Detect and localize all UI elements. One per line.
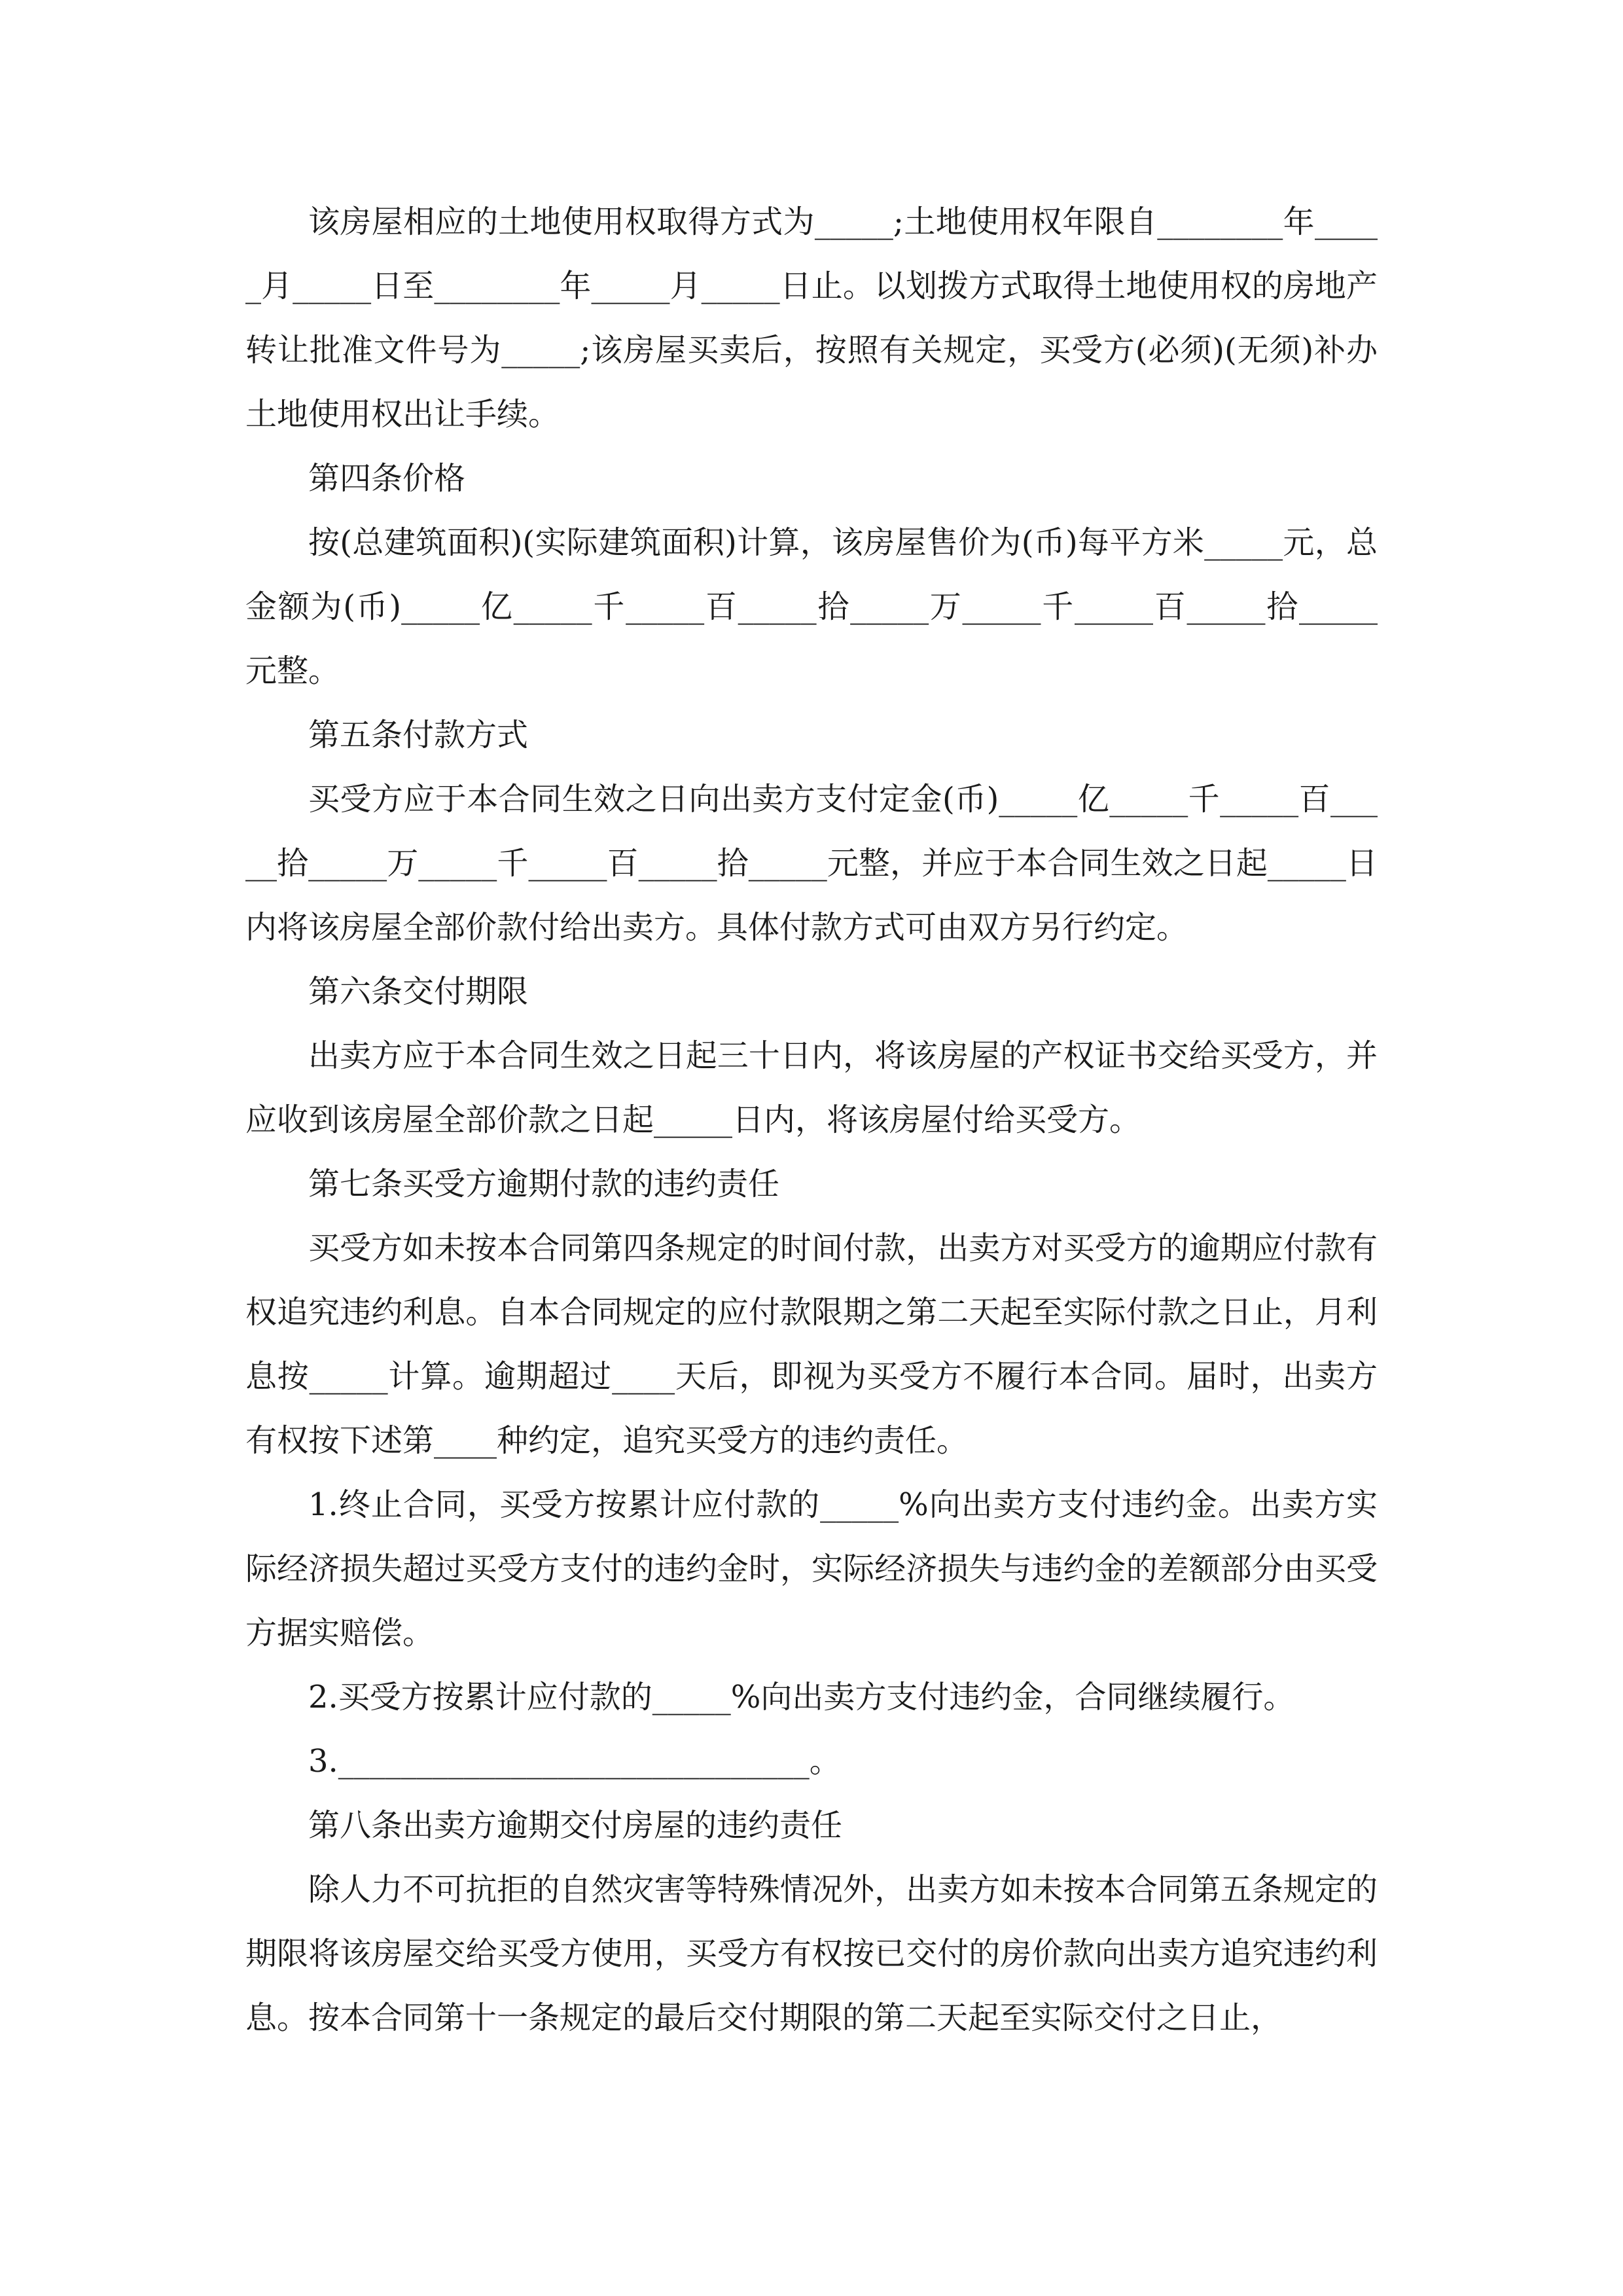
- paragraph-price: 按(总建筑面积)(实际建筑面积)计算，该房屋售价为(币)每平方米_____元，总金额为(币)_____亿_____千_____百_____拾_____万_____千_____百_____拾_____元整。: [245, 524, 1378, 689]
- article-6-heading: 第六条交付期限: [308, 973, 529, 1010]
- clause-7-2: 2.买受方按累计应付款的_____%向出卖方支付违约金，合同继续履行。: [308, 1679, 1295, 1715]
- article-7-heading: 第七条买受方逾期付款的违约责任: [308, 1166, 780, 1202]
- paragraph-land-use-rights: 该房屋相应的土地使用权取得方式为_____;土地使用权年限自________年_____月_____日至________年_____月_____日止。以划拨方式取得土地使用权的房地产转让批准文件号为_____;该房屋买卖后，按照有关规定，买受方(必须)(无须)补办土地使用权出让手续。: [245, 204, 1378, 433]
- article-5-heading: 第五条付款方式: [308, 717, 529, 753]
- paragraph-payment-method: 买受方应于本合同生效之日向出卖方支付定金(币)_____亿_____千_____百_____拾_____万_____千_____百_____拾_____元整，并应于本合同生效之日起_____日内将该房屋全部价款付给出卖方。具体付款方式可由双方另行约定。: [245, 781, 1378, 946]
- document-body: [245, 190, 1378, 2050]
- article-4-heading: 第四条价格: [308, 460, 466, 497]
- paragraph-buyer-late-payment: 买受方如未按本合同第四条规定的时间付款，出卖方对买受方的逾期应付款有权追究违约利息。自本合同规定的应付款限期之第二天起至实际付款之日止，月利息按_____计算。逾期超过____天后，即视为买受方不履行本合同。届时，出卖方有权按下述第____种约定，追究买受方的违约责任。: [245, 1230, 1378, 1459]
- clause-7-1: 1.终止合同，买受方按累计应付款的_____%向出卖方支付违约金。出卖方实际经济损失超过买受方支付的违约金时，实际经济损失与违约金的差额部分由买受方据实赔偿。: [245, 1486, 1378, 1651]
- paragraph-delivery-deadline: 出卖方应于本合同生效之日起三十日内，将该房屋的产权证书交给买受方，并应收到该房屋全部价款之日起_____日内，将该房屋付给买受方。: [245, 1037, 1378, 1138]
- paragraph-seller-late-delivery: 除人力不可抗拒的自然灾害等特殊情况外，出卖方如未按本合同第五条规定的期限将该房屋交给买受方使用，买受方有权按已交付的房价款向出卖方追究违约利息。按本合同第十一条规定的最后交付期限的第二天起至实际交付之日止，: [245, 1871, 1378, 2036]
- article-8-heading: 第八条出卖方逾期交付房屋的违约责任: [308, 1807, 843, 1844]
- clause-7-3: 3.______________________________。: [308, 1743, 841, 1780]
